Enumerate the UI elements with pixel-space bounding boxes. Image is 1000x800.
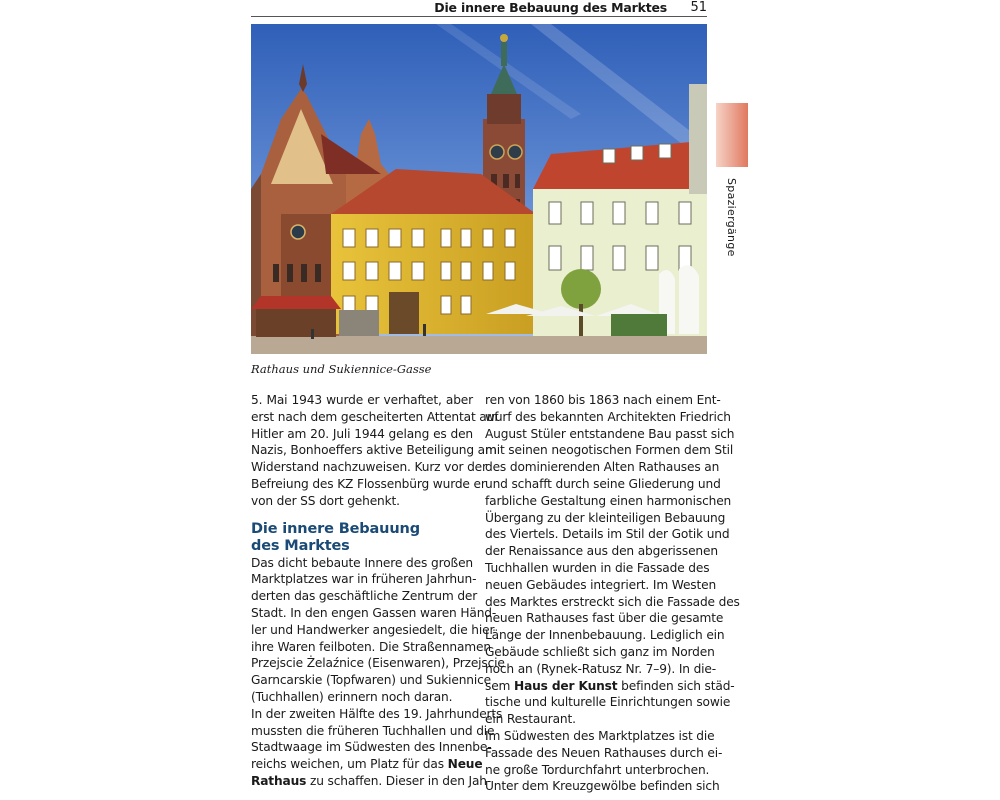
section-label-text: Spaziergänge xyxy=(725,178,738,257)
text-line: des Marktes erstreckt sich die Fassade des xyxy=(485,594,740,609)
text-line: Widerstand nachzuweisen. Kurz vor der xyxy=(251,460,487,475)
section-heading: Die innere Bebauung xyxy=(251,520,420,537)
section-tab xyxy=(716,103,748,167)
emphasis-neue: Neue xyxy=(447,757,483,772)
text-line: von der SS dort gehenkt. xyxy=(251,493,400,508)
text-segment: zu schaffen. Dieser in den Jah- xyxy=(309,773,492,788)
section-heading: des Marktes xyxy=(251,537,350,554)
text-line: Im Südwesten des Marktplatzes ist die xyxy=(485,728,715,743)
text-line: Stadt. In den engen Gassen waren Händ- xyxy=(251,605,497,620)
section-label xyxy=(708,178,748,258)
emphasis-haus-der-kunst: Haus der Kunst xyxy=(514,678,618,693)
text-line: Hitler am 20. Juli 1944 gelang es den xyxy=(251,426,473,441)
text-line: Unter dem Kreuzgewölbe befinden sich xyxy=(485,779,720,794)
text-line: wurf des bekannten Architekten Friedrich xyxy=(485,409,731,424)
text-line: (Tuchhallen) erinnern noch daran. xyxy=(251,689,453,704)
text-line: Przejscie Żelaźnice (Eisenwaren), Przejscie xyxy=(251,656,505,671)
text-line: Marktplatzes war in früheren Jahrhun- xyxy=(251,572,477,587)
text-line: und schafft durch seine Gliederung und xyxy=(485,476,721,491)
text-line: derten das geschäftliche Zentrum der xyxy=(251,589,478,604)
text-line: tische und kulturelle Einrichtungen sowie xyxy=(485,695,731,710)
text-line: neuen Gebäudes integriert. Im Westen xyxy=(485,577,717,592)
text-line: Befreiung des KZ Flossenbürg wurde er xyxy=(251,476,486,491)
text-line: Länge der Innenbebauung. Lediglich ein xyxy=(485,628,725,643)
text-line: Übergang zu der kleinteiligen Bebauung xyxy=(485,510,726,525)
text-line: erst nach dem gescheiterten Attentat auf xyxy=(251,409,499,424)
emphasis-rathaus: Rathaus xyxy=(251,773,307,788)
text-line: Das dicht bebaute Innere des großen xyxy=(251,555,473,570)
photo-rathaus xyxy=(251,24,707,354)
text-line: neuen Rathauses fast über die gesamte xyxy=(485,611,724,626)
text-line: des dominierenden Alten Rathauses an xyxy=(485,460,720,475)
text-line: mussten die früheren Tuchhallen und die xyxy=(251,723,495,738)
text-line: ren von 1860 bis 1863 nach einem Ent- xyxy=(485,393,721,407)
text-line: Stadtwaage im Südwesten des Innenbe- xyxy=(251,740,492,755)
text-line: farbliche Gestaltung einen harmonischen xyxy=(485,493,732,508)
text-line: ler und Handwerker angesiedelt, die hier xyxy=(251,622,495,637)
text-line: ihre Waren feilboten. Die Straßennamen xyxy=(251,639,491,654)
running-header xyxy=(251,0,707,17)
photo-caption: Rathaus und Sukiennice-Gasse xyxy=(251,362,432,376)
text-line: Garncarskie (Topfwaren) und Sukiennice xyxy=(251,673,491,688)
text-line xyxy=(251,756,483,773)
text-line: 5. Mai 1943 wurde er verhaftet, aber xyxy=(251,393,473,407)
text-segment: sem xyxy=(485,678,511,693)
text-line: mit seinen neogotischen Formen dem Stil xyxy=(485,443,734,458)
text-segment: reichs weichen, um Platz für das xyxy=(251,757,444,772)
text-line: Tuchhallen wurden in die Fassade des xyxy=(485,560,710,575)
text-line: ne große Tordurchfahrt unterbrochen. xyxy=(485,762,710,777)
text-line: Gebäude schließt sich ganz im Norden xyxy=(485,644,715,659)
text-line xyxy=(251,773,492,790)
running-title: Die innere Bebauung des Marktes xyxy=(434,0,667,15)
text-column-right xyxy=(485,392,740,795)
text-segment: befinden sich städ- xyxy=(621,678,735,693)
text-line: noch an (Rynek-Ratusz Nr. 7–9). In die- xyxy=(485,661,717,676)
text-line: Fassade des Neuen Rathauses durch ei- xyxy=(485,745,723,760)
text-line: ein Restaurant. xyxy=(485,712,576,727)
text-line xyxy=(485,678,735,695)
text-line: des Viertels. Details im Stil der Gotik und xyxy=(485,527,730,542)
text-line: der Renaissance aus den abgerissenen xyxy=(485,544,718,559)
text-line: August Stüler entstandene Bau passt sich xyxy=(485,426,735,441)
text-line: Nazis, Bonhoeffers aktive Beteiligung am xyxy=(251,443,497,458)
text-line: In der zweiten Hälfte des 19. Jahrhunderts xyxy=(251,706,503,721)
page-number: 51 xyxy=(690,0,707,15)
